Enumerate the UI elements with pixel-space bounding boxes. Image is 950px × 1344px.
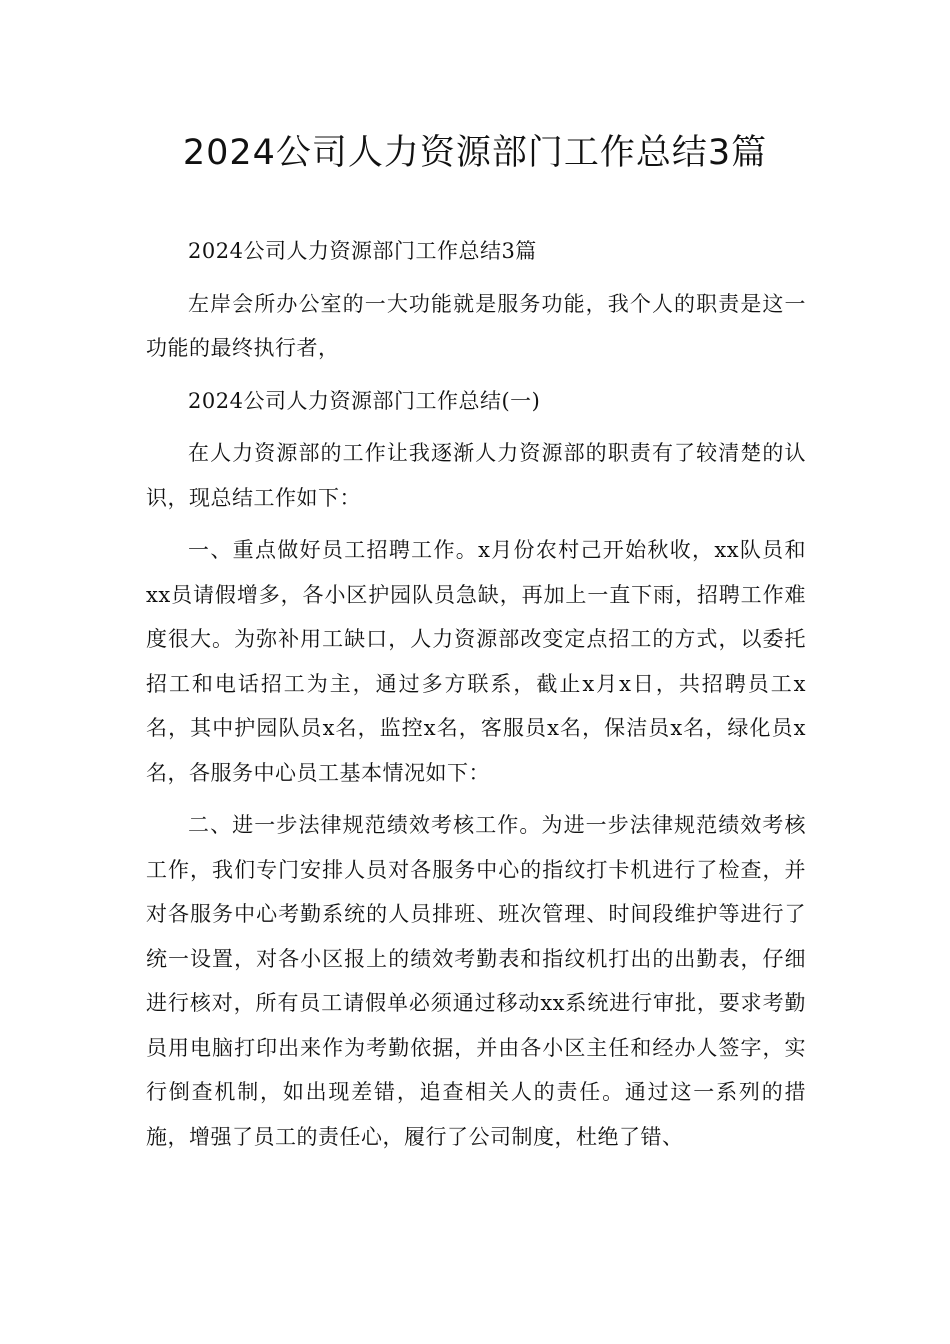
intro-paragraph: 左岸会所办公室的一大功能就是服务功能，我个人的职责是这一功能的最终执行者， [146,291,806,360]
section-heading-paragraph: 2024公司人力资源部门工作总结(一) [188,388,541,413]
document-title: 2024公司人力资源部门工作总结3篇 [182,133,768,173]
document-body [146,229,806,1167]
performance-paragraph: 二、进一步法律规范绩效考核工作。为进一步法律规范绩效考核工作，我们专门安排人员对各服务中心的指纹打卡机进行了检查，并对各服务中心考勤系统的人员排班、班次管理、时间段维护等进行了统一设置，对各小区报上的绩效考勤表和指纹机打出的出勤表，仔细进行核对，所有员工请假单必须通过移动xx系统进行审批，要求考勤员用电脑打印出来作为考勤依据，并由各小区主任和经办人签字，实行倒查机制，如出现差错，追查相关人的责任。通过这一系列的措施，增强了员工的责任心，履行了公司制度，杜绝了错、 [146,813,806,1149]
summary-intro-paragraph: 在人力资源部的工作让我逐渐人力资源部的职责有了较清楚的认识，现总结工作如下： [146,441,806,510]
recruitment-paragraph: 一、重点做好员工招聘工作。x月份农村己开始秋收，xx队员和xx员请假增多，各小区护园队员急缺，再加上一直下雨，招聘工作难度很大。为弥补用工缺口，人力资源部改变定点招工的方式，以委托招工和电话招工为主，通过多方联系，截止x月x日，共招聘员工x名，其中护园队员x名，监控x名，客服员x名，保洁员x名，绿化员x名，各服务中心员工基本情况如下： [146,538,806,785]
subtitle-paragraph: 2024公司人力资源部门工作总结3篇 [188,239,537,263]
